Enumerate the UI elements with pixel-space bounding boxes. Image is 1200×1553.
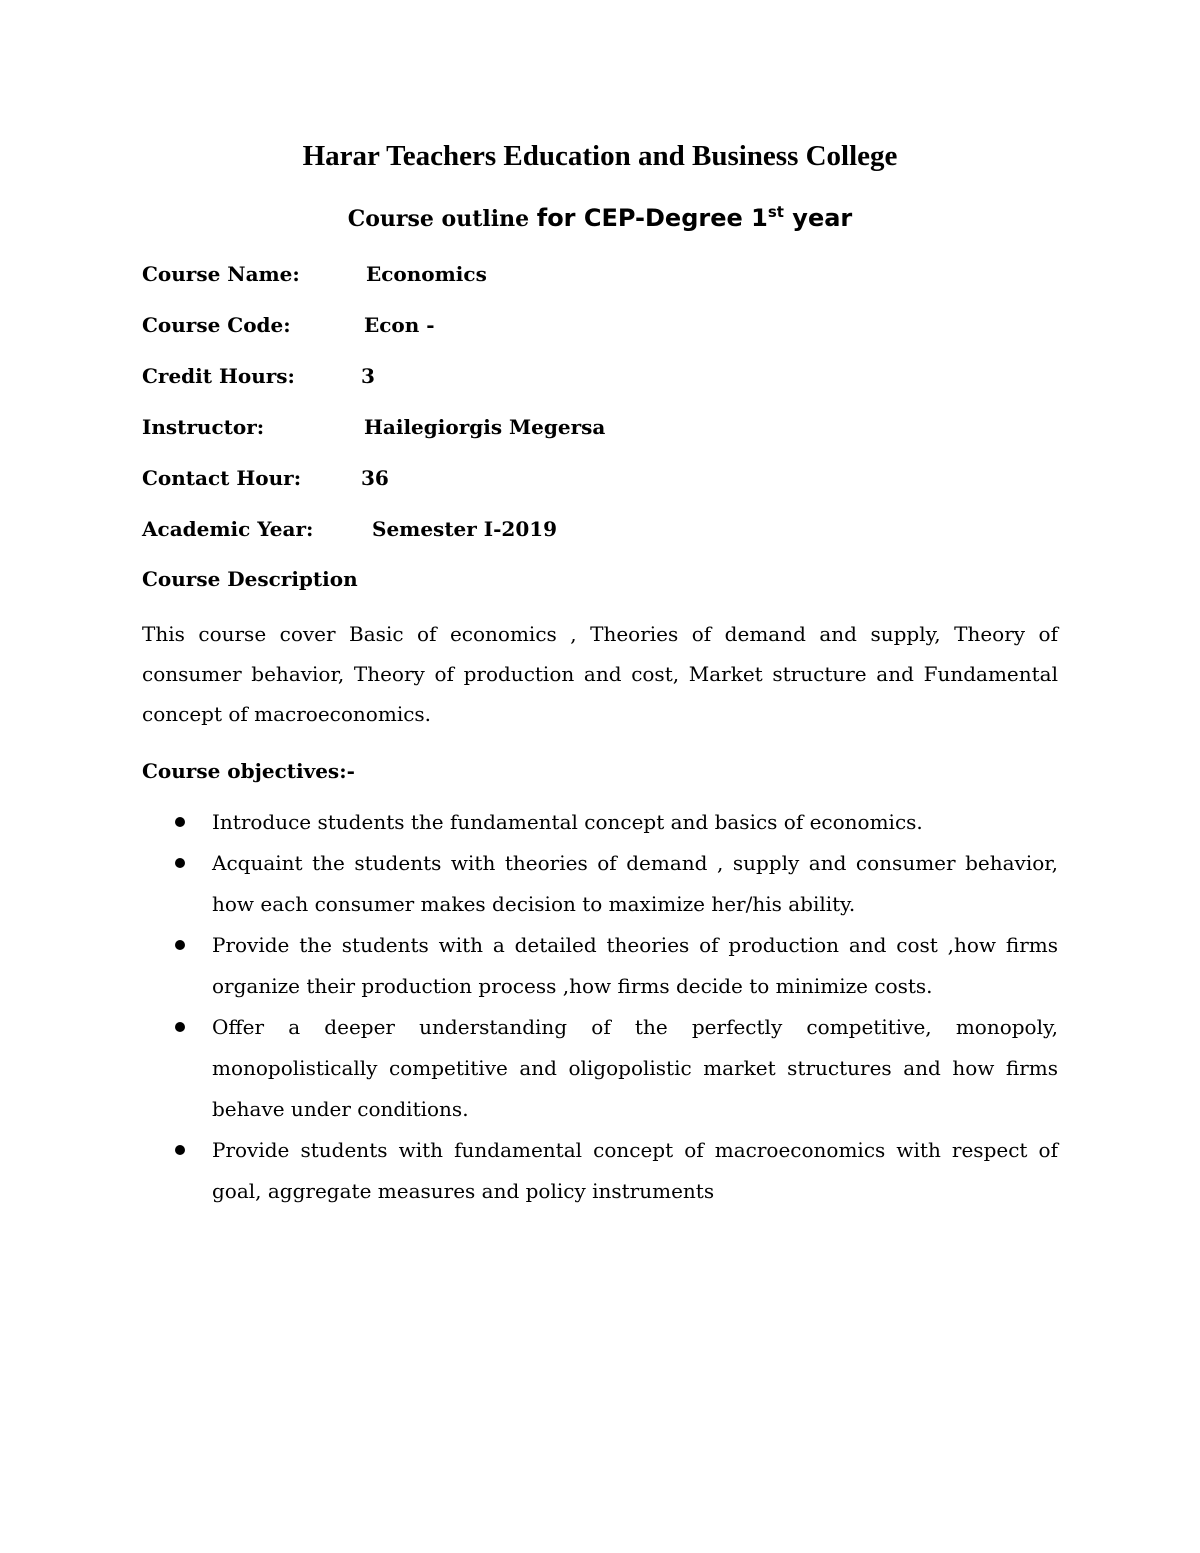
bullet-icon [175,858,185,868]
course-code-label: Course Code: [142,313,291,337]
bullet-icon [175,1022,185,1032]
list-item [142,843,1058,925]
objective-text: Introduce students the fundamental concept and basics of economics. [212,810,923,834]
bullet-icon [175,817,185,827]
document-subtitle [0,204,1200,232]
subtitle-degree [537,204,853,232]
subtitle-ordinal-suffix: st [767,203,784,221]
academic-year-label: Academic Year: [142,517,314,541]
subtitle-degree-text: for CEP-Degree 1 [536,204,768,232]
contact-hour-value: 36 [361,466,389,490]
course-objectives-heading: Course objectives:- [142,759,355,783]
subtitle-year: year [783,204,853,232]
objective-text: Provide the students with a detailed theories of production and cost ,how firms organize their production process ,how firms decide to minimize costs. [212,933,1058,998]
objectives-list [142,802,1058,1212]
objective-text: Offer a deeper understanding of the perfectly competitive, monopoly, monopolistically competitive and oligopolistic market structures and how firms behave under conditions. [212,1015,1058,1121]
objective-text: Provide students with fundamental concept of macroeconomics with respect of goal, aggregate measures and policy instruments [212,1138,1058,1203]
list-item [142,802,1058,843]
list-item [142,925,1058,1007]
credit-hours-label: Credit Hours: [142,364,295,388]
list-item [142,1130,1058,1212]
course-code-value: Econ - [364,313,435,337]
course-name-value: Economics [366,262,487,286]
instructor-label: Instructor: [142,415,265,439]
bullet-icon [175,1145,185,1155]
course-name-label: Course Name: [142,262,300,286]
list-item [142,1007,1058,1130]
objective-text: Acquaint the students with theories of demand , supply and consumer behavior, how each consumer makes decision to maximize her/his ability. [212,851,1058,916]
credit-hours-value: 3 [361,364,375,388]
bullet-icon [175,940,185,950]
academic-year-value: Semester I-2019 [372,517,558,541]
document-title: Harar Teachers Education and Business College [302,140,898,172]
instructor-value: Hailegiorgis Megersa [364,415,606,439]
course-description-text: This course cover Basic of economics , Theories of demand and supply, Theory of consumer behavior, Theory of production and cost, Market structure and Fundamental concept of macroeconomics. [142,622,1058,726]
course-description-heading: Course Description [142,567,358,591]
subtitle-course-outline: Course outline [347,206,537,232]
contact-hour-label: Contact Hour: [142,466,302,490]
